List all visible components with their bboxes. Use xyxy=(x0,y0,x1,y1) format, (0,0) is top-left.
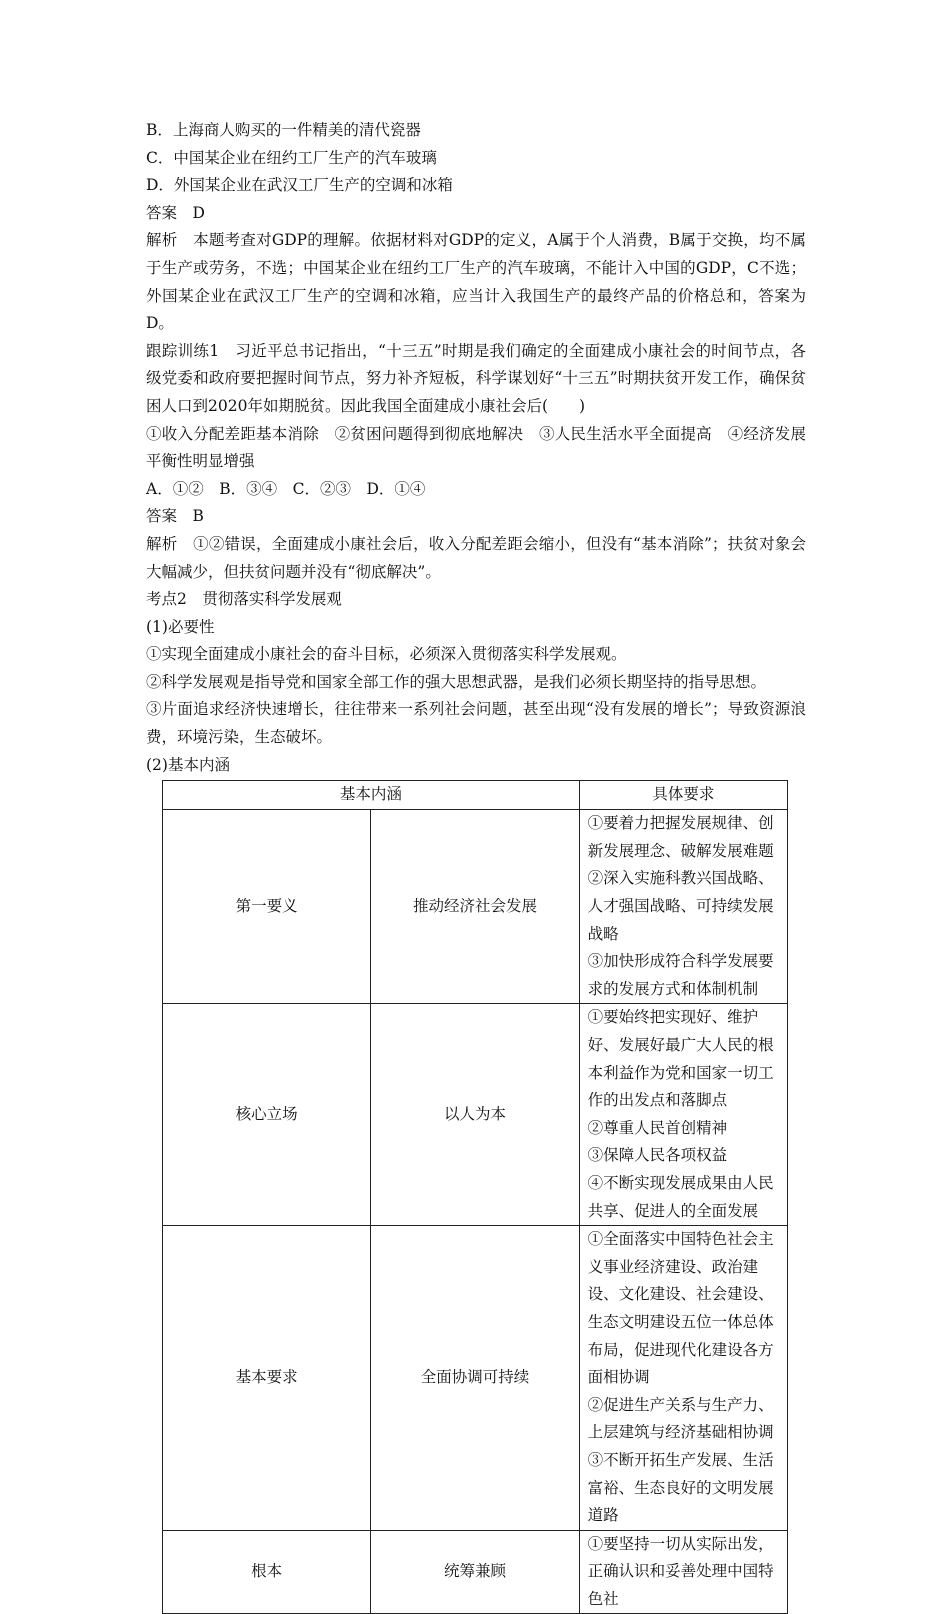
option-b: B．上海商人购买的一件精美的清代瓷器 xyxy=(146,121,421,139)
section-title: 考点2 贯彻落实科学发展观 xyxy=(146,590,342,609)
requirement-item: ②尊重人民首创精神 xyxy=(587,1118,728,1137)
row-requirements xyxy=(579,1530,787,1614)
necessity-item-2: ②科学发展观是指导党和国家全部工作的强大思想武器，是我们必须长期坚持的指导思想。 xyxy=(146,672,767,691)
row-content: 以人为本 xyxy=(371,1004,579,1226)
necessity-title: (1)必要性 xyxy=(146,617,215,636)
connotation-title: (2)基本内涵 xyxy=(146,755,230,774)
table-row xyxy=(163,1226,788,1531)
requirement-item: ①要坚持一切从实际出发，正确认识和妥善处理中国特色社 xyxy=(587,1534,774,1608)
requirement-item: ③加快形成符合科学发展要求的发展方式和体制机制 xyxy=(587,952,774,998)
requirement-item: ④不断实现发展成果由人民共享、促进人的全面发展 xyxy=(587,1173,774,1220)
table-row xyxy=(163,810,788,1004)
row-content: 统筹兼顾 xyxy=(371,1530,579,1614)
necessity-item-3: ③片面追求经济快速增长，往往带来一系列社会问题，甚至出现“没有发展的增长”；导致资源浪费，环境污染，生态破坏。 xyxy=(146,700,806,747)
requirement-item: ①要始终把实现好、维护好、发展好最广大人民的根本利益作为党和国家一切工作的出发点和落脚点 xyxy=(587,1008,774,1110)
header-requirements: 具体要求 xyxy=(579,781,787,810)
requirement-item: ①要着力把握发展规律、创新发展理念、破解发展难题 xyxy=(587,814,774,860)
row-aspect: 第一要义 xyxy=(163,810,371,1004)
exercise-statements: ①收入分配差距基本消除 ②贫困问题得到彻底地解决 ③人民生活水平全面提高 ④经济发展平衡性明显增强 xyxy=(146,424,806,471)
table-row xyxy=(163,1530,788,1614)
row-requirements xyxy=(579,810,787,1004)
answer-2: 答案 B xyxy=(146,507,204,526)
requirement-item: ③不断开拓生产发展、生活富裕、生态良好的文明发展道路 xyxy=(587,1450,774,1525)
table-row xyxy=(163,1004,788,1226)
row-aspect: 基本要求 xyxy=(163,1226,371,1531)
option-d: D．外国某企业在武汉工厂生产的空调和冰箱 xyxy=(146,176,453,195)
document-body xyxy=(146,117,806,1614)
table-header-row xyxy=(163,781,788,810)
requirement-item: ②深入实施科教兴国战略、人才强国战略、可持续发展战略 xyxy=(587,869,774,943)
necessity-item-1: ①实现全面建成小康社会的奋斗目标，必须深入贯彻落实科学发展观。 xyxy=(146,645,627,664)
requirement-item: ①全面落实中国特色社会主义事业经济建设、政治建设、文化建设、社会建设、生态文明建设五位一体总体布局，促进现代化建设各方面相协调 xyxy=(587,1230,774,1387)
row-content: 全面协调可持续 xyxy=(371,1226,579,1531)
exercise-1: 跟踪训练1 习近平总书记指出，“十三五”时期是我们确定的全面建成小康社会的时间节点，各级党委和政府要把握时间节点，努力补齐短板，科学谋划好“十三五”时期扶贫开发工作，确保贫困人口到2020年如期脱贫。因此我国全面建成小康社会后( ) xyxy=(146,341,806,415)
analysis-2: 解析 ①②错误，全面建成小康社会后，收入分配差距会缩小，但没有“基本消除”；扶贫对象会大幅减少，但扶贫问题并没有“彻底解决”。 xyxy=(146,534,806,581)
option-c: C．中国某企业在纽约工厂生产的汽车玻璃 xyxy=(146,148,437,167)
row-aspect: 根本 xyxy=(163,1530,371,1614)
answer-1: 答案 D xyxy=(146,203,205,222)
connotation-table xyxy=(162,780,788,1614)
row-content: 推动经济社会发展 xyxy=(371,810,579,1004)
header-connotation: 基本内涵 xyxy=(163,781,580,810)
row-requirements xyxy=(579,1004,787,1226)
requirement-item: ③保障人民各项权益 xyxy=(587,1146,728,1165)
requirement-item: ②促进生产关系与生产力、上层建筑与经济基础相协调 xyxy=(587,1395,774,1442)
exercise-choices: A．①② B．③④ C．②③ D．①④ xyxy=(146,479,426,498)
row-requirements xyxy=(579,1226,787,1531)
row-aspect: 核心立场 xyxy=(163,1004,371,1226)
analysis-1: 解析 本题考查对GDP的理解。依据材料对GDP的定义，A属于个人消费，B属于交换，均不属于生产或劳务，不选；中国某企业在纽约工厂生产的汽车玻璃，不能计入中国的GDP，C不选；外国某企业在武汉工厂生产的空调和冰箱，应当计入我国生产的最终产品的价格总和，答案为D。 xyxy=(146,231,806,333)
